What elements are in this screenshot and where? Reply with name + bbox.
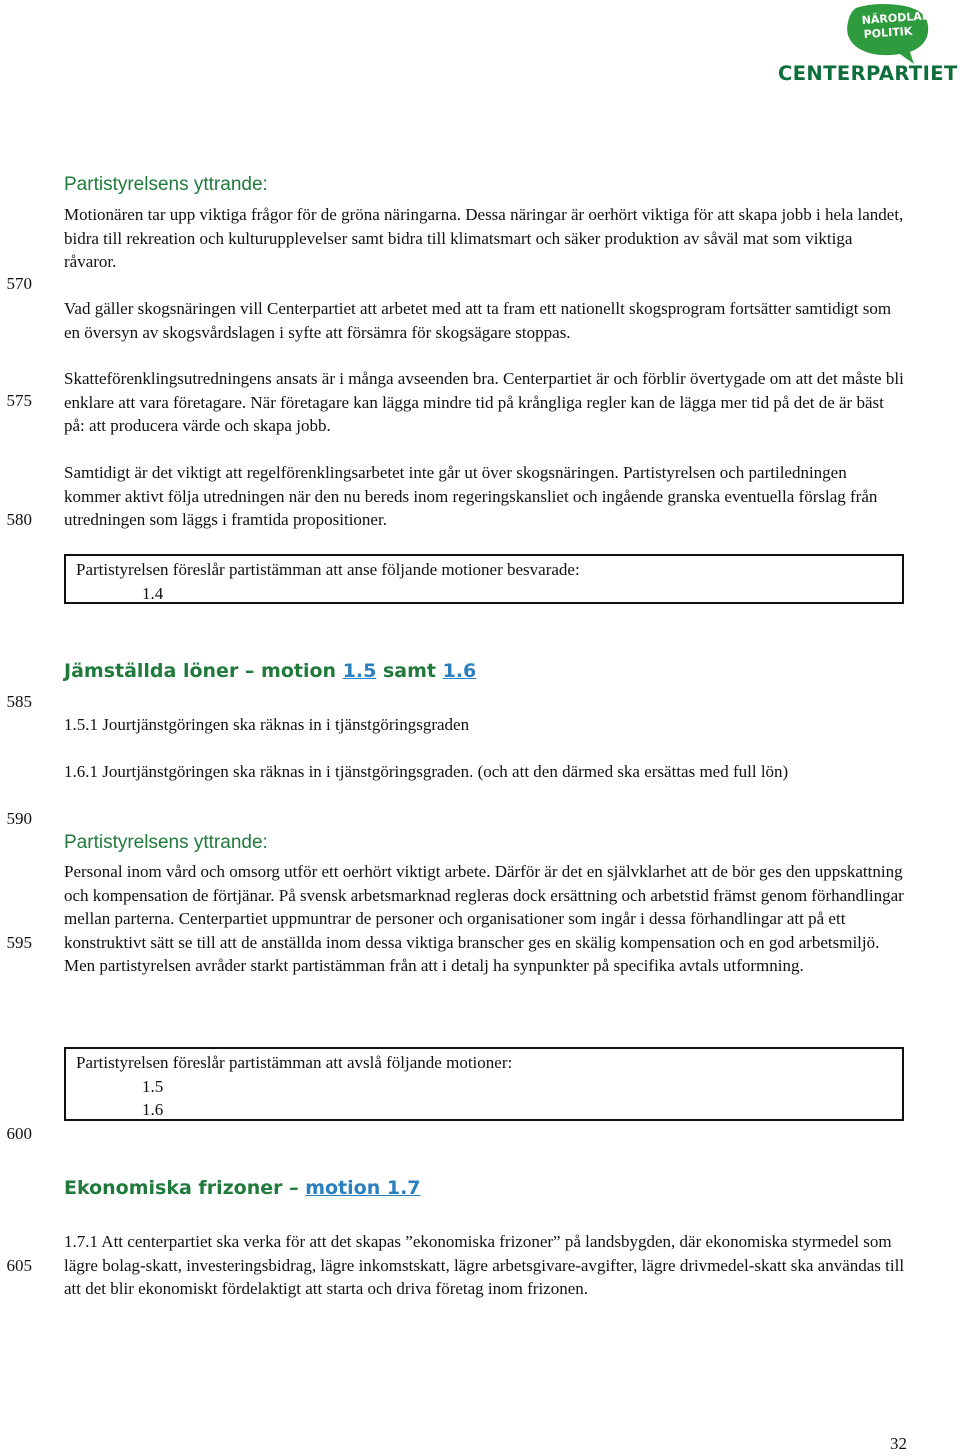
line-number: 570	[6, 274, 32, 293]
body-paragraph: Vad gäller skogsnäringen vill Centerpartiet att arbetet med att ta fram ett nationellt skogsprogram fortsätter samtidigt som en översyn av skogsvårdslagen i syfte att försämra för skogsägare stoppas.	[64, 299, 892, 342]
line-number: 605	[6, 1256, 32, 1275]
proposal-item: 1.6	[142, 1100, 164, 1119]
section-title	[64, 1177, 421, 1199]
proposal-item: 1.5	[142, 1076, 164, 1096]
section-heading: Partistyrelsens yttrande:	[64, 174, 268, 195]
body-paragraph: Skatteförenklingsutredningens ansats är i många avseenden bra. Centerpartiet är och förblir övertygade om att det måste bli enklare att vara företagare. När företagare kan lägga mindre tid på krångliga regler kan de lägga mer tid på det de är bäst på: att producera värde och skapa jobb.	[64, 369, 904, 435]
line-number: 590	[6, 809, 32, 828]
badge-line2: POLITIK	[863, 24, 913, 41]
line-number: 580	[6, 510, 32, 529]
motion-link[interactable]: 1.5	[342, 660, 377, 682]
body-paragraph: Samtidigt är det viktigt att regelförenklingsarbetet inte går ut över skogsnäringen. Partistyrelsen och partiledningen kommer aktivt följa utredningen när den nu bereds inom regeringskansliet och ingående granska eventuella förslag från utredningen som läggs i framtida propositioner.	[64, 463, 878, 529]
section-heading: Partistyrelsens yttrande:	[64, 832, 268, 853]
body-paragraph: Motionären tar upp viktiga frågor för de gröna näringarna. Dessa näringar är oerhört viktiga för att skapa jobb i hela landet, bidra till rekreation och kulturupplevelser samt bidra till klimatsmart och säker produktion av såväl mat som viktiga råvaror.	[64, 205, 904, 271]
motion-link[interactable]: motion 1.7	[305, 1177, 421, 1199]
section-title-text: Ekonomiska frizoner –	[64, 1177, 306, 1199]
section-title	[64, 660, 476, 682]
motion-item: 1.7.1 Att centerpartiet ska verka för att det skapas ”ekonomiska frizoner” på landsbygden, där ekonomiska styrmedel som lägre bolag-skatt, investeringsbidrag, lägre inkomstskatt, lägre arbetsgivare-avgifter, lägre drivmedel-skatt ska användas till att det blir ekonomiskt fördelaktigt att starta och driva företag inom frizonen.	[64, 1232, 905, 1298]
page-number: 32	[890, 1434, 907, 1453]
motion-item: 1.5.1 Jourtjänstgöringen ska räknas in i tjänstgöringsgraden	[64, 715, 470, 734]
motion-link[interactable]: 1.6	[442, 660, 477, 682]
motion-item: 1.6.1 Jourtjänstgöringen ska räknas in i tjänstgöringsgraden. (och att den därmed ska ersättas med full lön)	[64, 762, 789, 781]
section-title-text: Jämställda löner – motion	[64, 660, 343, 682]
proposal-box	[64, 1047, 904, 1121]
proposal-box	[64, 554, 904, 604]
body-paragraph: Personal inom vård och omsorg utför ett oerhört viktigt arbete. Därför är det en självklarhet att de bör ges den uppskattning och kompensation de förtjänar. På svensk arbetsmarknad regleras dock ersättning och arbetstid främst genom förhandlingar mellan parterna. Centerpartiet uppmuntrar de personer och organisationer som ingår i dessa förhandlingar att på ett konstruktivt sätt se till att de anställda inom dessa viktiga branscher ges en skälig kompensation och en god arbetsmiljö. Men partistyrelsen avråder starkt partistämman från att i detalj ha synpunkter på specifika avtals utformning.	[64, 862, 904, 975]
centerpartiet-wordmark: CENTERPARTIET	[778, 62, 958, 85]
proposal-text: Partistyrelsen föreslår partistämman att avslå följande motioner:	[76, 1053, 513, 1072]
badge-line1: NÄRODLAD	[861, 9, 932, 27]
line-number: 600	[6, 1124, 32, 1143]
line-number: 585	[6, 692, 32, 711]
section-title-text: samt	[376, 660, 443, 682]
proposal-text: Partistyrelsen föreslår partistämman att anse följande motioner besvarade:	[76, 560, 580, 579]
line-number: 595	[6, 933, 32, 952]
line-number: 575	[6, 391, 32, 410]
proposal-item: 1.4	[142, 583, 164, 603]
